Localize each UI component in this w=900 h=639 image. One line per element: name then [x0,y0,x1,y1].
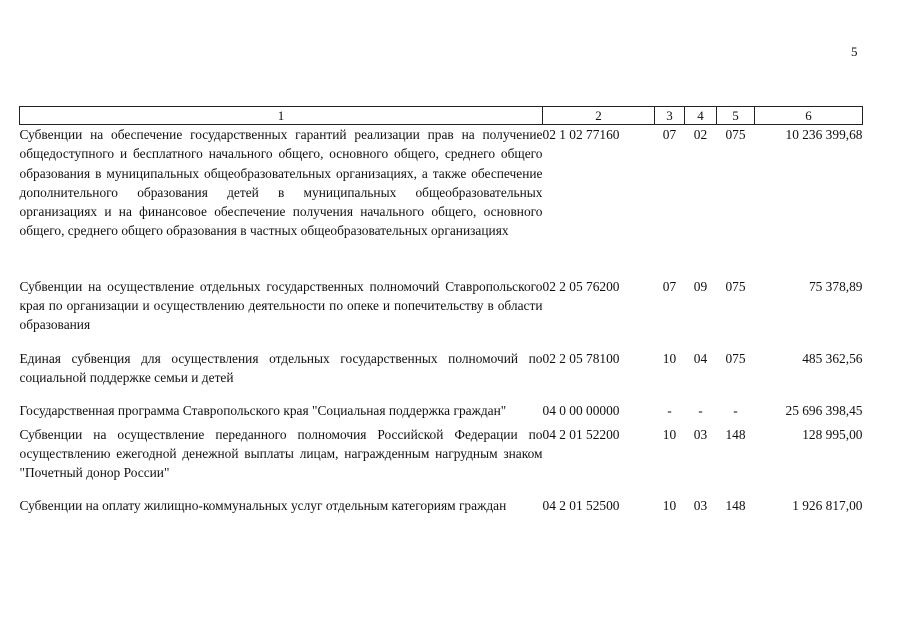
row-col-4: 03 [693,426,708,442]
row-amount: 25 696 398,45 [785,403,863,419]
row-name: Субвенции на оплату жилищно-коммунальных услуг отдельным категориям граждан [19,498,507,514]
row-col-3: 10 [662,498,677,514]
row-col-5: 075 [725,278,746,294]
table-header [20,107,863,125]
row-col-5: 148 [725,426,746,442]
row-col-3: 07 [662,278,677,294]
row-name: Государственная программа Ставропольского края "Социальная поддержка граждан" [19,403,507,419]
table-row [20,401,863,420]
table-row [20,425,863,483]
table-row [20,125,863,241]
page-number: 5 [851,44,858,59]
row-code: 02 2 05 78100 [542,350,620,366]
row-name: Единая субвенция для осуществления отдельных государственных полномочий по социальной поддержке семьи и детей [19,350,543,385]
table-row [20,277,863,335]
row-amount: 1 926 817,00 [792,498,863,514]
table-row [20,349,863,388]
row-col-4: 03 [693,498,708,514]
row-code: 04 0 00 00000 [542,403,620,419]
row-code: 04 2 01 52500 [542,498,620,514]
row-col-4: 02 [693,127,708,142]
table-row [20,496,863,515]
row-amount: 10 236 399,68 [785,127,863,142]
row-col-5: 148 [725,498,746,514]
header-col-4: 4 [685,107,717,125]
row-col-5: 075 [725,350,746,366]
header-col-5: 5 [717,107,755,125]
row-col-4: - [698,403,703,419]
row-col-4: 04 [693,350,708,366]
row-code: 04 2 01 52200 [542,426,620,442]
row-amount: 75 378,89 [808,278,863,294]
row-code: 02 1 02 77160 [542,127,620,142]
row-col-3: 10 [662,426,677,442]
row-name: Субвенции на осуществление отдельных государственных полномочий Ставропольского края по организации и осуществлению деятельности по опеке и попечительству в области образования [19,278,543,333]
row-col-5: 075 [725,127,746,142]
row-col-4: 09 [693,278,708,294]
budget-table [19,106,863,516]
row-name: Субвенции на осуществление переданного полномочия Российской Федерации по осуществлению ежегодной денежной выплаты лицам, награжденным нагрудным знаком "Почетный донор России" [19,426,543,481]
row-amount: 128 995,00 [802,426,863,442]
row-col-3: 10 [662,350,677,366]
header-col-1: 1 [20,107,543,125]
row-col-3: 07 [662,127,677,142]
table-body [20,125,863,516]
row-name: Субвенции на обеспечение государственных гарантий реализации прав на получение общедоступного и бесплатного начального общего, основного общего, среднего общего образования в муниципальных общеобразовательных организациях, а также обеспечение дополнительного образования детей в муниципальных общеобразовательных организациях и на финансовое обеспечение получения начального общего, основного общего, среднего общего образования в частных общеобразовательных организациях [19,127,543,239]
header-row [20,107,863,125]
header-col-6: 6 [755,107,863,125]
row-spacer [20,482,863,496]
row-col-5: - [733,403,738,419]
header-col-2: 2 [543,107,655,125]
row-code: 02 2 05 76200 [542,278,620,294]
header-col-3: 3 [655,107,685,125]
row-col-3: - [667,403,672,419]
row-spacer [20,335,863,349]
row-amount: 485 362,56 [802,350,863,366]
row-spacer [20,387,863,401]
row-spacer [20,241,863,277]
